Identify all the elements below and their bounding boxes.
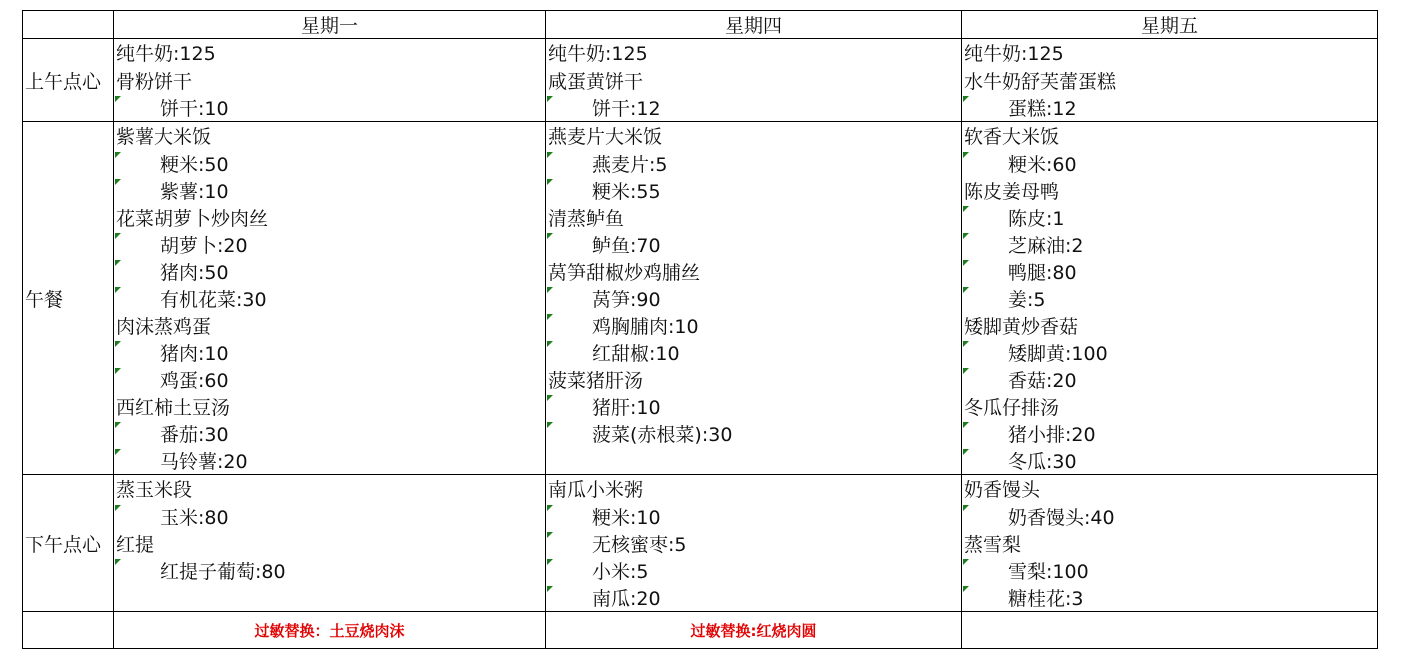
menu-table bbox=[22, 10, 1378, 649]
ingredient-line: 姜:5 bbox=[962, 285, 1377, 312]
dish-name: 菠菜猪肝汤 bbox=[548, 370, 644, 392]
dish-name: 水牛奶舒芙蕾蛋糕 bbox=[964, 71, 1117, 93]
ingredient-line: 粳米:50 bbox=[114, 150, 545, 177]
ingredient-line: 燕麦片:5 bbox=[546, 150, 961, 177]
dish-name: 清蒸鲈鱼 bbox=[548, 208, 625, 230]
header-row bbox=[23, 11, 1378, 39]
meal-label: 午餐 bbox=[23, 122, 114, 475]
ingredient-line: 菠菜(赤根菜):30 bbox=[546, 420, 961, 447]
dish-name: 陈皮姜母鸭 bbox=[964, 181, 1060, 203]
ingredient-line: 玉米:80 bbox=[114, 503, 545, 530]
ingredient-line: 蛋糕:12 bbox=[962, 94, 1377, 121]
ingredient-line: 粳米:10 bbox=[546, 503, 961, 530]
ingredient-line: 饼干:12 bbox=[546, 94, 961, 121]
menu-cell bbox=[114, 475, 546, 612]
corner-cell bbox=[23, 11, 114, 39]
ingredient-line: 冬瓜:30 bbox=[962, 447, 1377, 474]
ingredient-line: 香菇:20 bbox=[962, 366, 1377, 393]
dish-name: 奶香馒头 bbox=[964, 479, 1041, 501]
ingredient-line: 鲈鱼:70 bbox=[546, 231, 961, 258]
day-header: 星期一 bbox=[114, 11, 546, 39]
allergy-note: 过敏替换：土豆烧肉沫 bbox=[114, 612, 546, 649]
allergy-note: 过敏替换:红烧肉圆 bbox=[546, 612, 962, 649]
ingredient-line: 粳米:55 bbox=[546, 177, 961, 204]
ingredient-line: 胡萝卜:20 bbox=[114, 231, 545, 258]
ingredient-line: 马铃薯:20 bbox=[114, 447, 545, 474]
dish-name: 西红柿土豆汤 bbox=[116, 397, 231, 419]
menu-cell bbox=[962, 122, 1378, 475]
ingredient-line: 鸡胸脯肉:10 bbox=[546, 312, 961, 339]
ingredient-line: 有机花菜:30 bbox=[114, 285, 545, 312]
dish-name: 花菜胡萝卜炒肉丝 bbox=[116, 208, 269, 230]
ingredient-line: 紫薯:10 bbox=[114, 177, 545, 204]
menu-cell bbox=[546, 475, 962, 612]
dish-name: 紫薯大米饭 bbox=[116, 126, 212, 148]
ingredient-line: 番茄:30 bbox=[114, 420, 545, 447]
dish-name: 骨粉饼干 bbox=[116, 71, 193, 93]
ingredient-line: 鸡蛋:60 bbox=[114, 366, 545, 393]
dish-name: 软香大米饭 bbox=[964, 126, 1060, 148]
day-header: 星期五 bbox=[962, 11, 1378, 39]
dish-name: 纯牛奶:125 bbox=[548, 43, 648, 65]
meal-label: 上午点心 bbox=[23, 39, 114, 122]
dish-name: 南瓜小米粥 bbox=[548, 479, 644, 501]
day-header: 星期四 bbox=[546, 11, 962, 39]
dish-name: 燕麦片大米饭 bbox=[548, 126, 663, 148]
dish-name: 矮脚黄炒香菇 bbox=[964, 316, 1079, 338]
ingredient-line: 芝麻油:2 bbox=[962, 231, 1377, 258]
ingredient-line: 矮脚黄:100 bbox=[962, 339, 1377, 366]
allergy-note bbox=[962, 612, 1378, 649]
dish-name: 红提 bbox=[116, 534, 155, 556]
dish-name: 莴笋甜椒炒鸡脯丝 bbox=[548, 262, 701, 284]
ingredient-line: 猪肝:10 bbox=[546, 393, 961, 420]
ingredient-line: 红提子葡萄:80 bbox=[114, 557, 545, 584]
menu-cell bbox=[114, 39, 546, 122]
ingredient-line: 小米:5 bbox=[546, 557, 961, 584]
ingredient-line: 南瓜:20 bbox=[546, 584, 961, 611]
ingredient-line: 陈皮:1 bbox=[962, 204, 1377, 231]
menu-cell bbox=[962, 475, 1378, 612]
dish-name: 纯牛奶:125 bbox=[116, 43, 216, 65]
ingredient-line: 猪肉:10 bbox=[114, 339, 545, 366]
meal-label: 下午点心 bbox=[23, 475, 114, 612]
ingredient-line: 糖桂花:3 bbox=[962, 584, 1377, 611]
dish-name: 蒸雪梨 bbox=[964, 534, 1022, 556]
note-label-cell bbox=[23, 612, 114, 649]
ingredient-line: 猪肉:50 bbox=[114, 258, 545, 285]
menu-cell bbox=[962, 39, 1378, 122]
meal-row-morning bbox=[23, 39, 1378, 122]
ingredient-line: 猪小排:20 bbox=[962, 420, 1377, 447]
ingredient-line: 鸭腿:80 bbox=[962, 258, 1377, 285]
note-row bbox=[23, 612, 1378, 649]
ingredient-line: 奶香馒头:40 bbox=[962, 503, 1377, 530]
ingredient-line: 红甜椒:10 bbox=[546, 339, 961, 366]
ingredient-line: 雪梨:100 bbox=[962, 557, 1377, 584]
dish-name: 咸蛋黄饼干 bbox=[548, 71, 644, 93]
meal-row-afternoon bbox=[23, 475, 1378, 612]
dish-name: 冬瓜仔排汤 bbox=[964, 397, 1060, 419]
ingredient-line: 粳米:60 bbox=[962, 150, 1377, 177]
ingredient-line: 莴笋:90 bbox=[546, 285, 961, 312]
dish-name: 纯牛奶:125 bbox=[964, 43, 1064, 65]
ingredient-line: 饼干:10 bbox=[114, 94, 545, 121]
menu-cell bbox=[114, 122, 546, 475]
ingredient-line: 无核蜜枣:5 bbox=[546, 530, 961, 557]
dish-name: 肉沫蒸鸡蛋 bbox=[116, 316, 212, 338]
menu-cell bbox=[546, 122, 962, 475]
menu-cell bbox=[546, 39, 962, 122]
meal-row-lunch bbox=[23, 122, 1378, 475]
dish-name: 蒸玉米段 bbox=[116, 479, 193, 501]
